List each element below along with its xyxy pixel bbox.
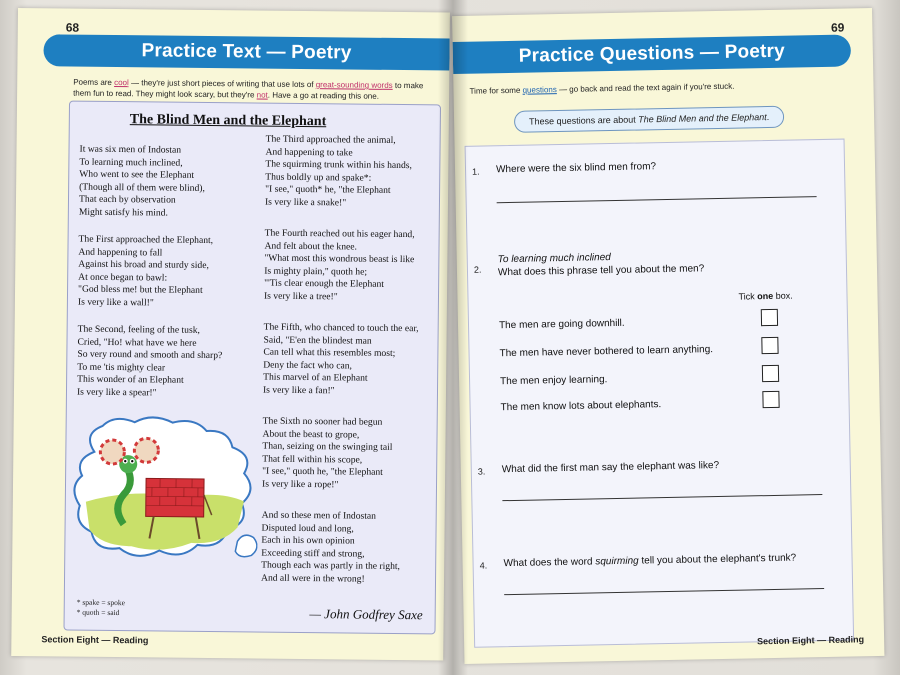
highlight-word: not [256, 90, 268, 100]
intro-part: — they're just short pieces of writing that use lots of [128, 78, 316, 90]
option-checkbox[interactable] [762, 391, 779, 408]
poem-line: That each by observation [78, 194, 176, 207]
poem-line: Is very like a snake!" [264, 196, 347, 209]
poem-line: This marvel of an Elephant [263, 371, 368, 385]
poem-line: The Second, feeling of the tusk, [77, 323, 200, 336]
highlight-word: great-sounding words [315, 80, 393, 90]
intro-part: . Have a go at reading this one. [267, 90, 380, 101]
highlight-word: questions [522, 85, 557, 95]
question-number: 1. [471, 166, 480, 177]
poem-line: And so these men of Indostan [261, 509, 377, 522]
stanza [261, 510, 401, 587]
poem-line: The Third approached the animal, [265, 133, 396, 146]
intro-text [469, 78, 849, 96]
poem-line: Is very like a spear!" [76, 386, 157, 399]
question-text: What did the first man say the elephant was like? [501, 460, 720, 476]
stanza [77, 324, 223, 401]
poem-line: And happening to take [265, 146, 353, 159]
intro-part: Time for some [469, 85, 523, 96]
poem-line: (Though all of them were blind), [79, 181, 205, 194]
option-label: The men are going downhill. [498, 317, 625, 332]
poem-line: "I see," quoth he, "the Elephant [262, 465, 383, 479]
poem-line: To me 'tis mighty clear [77, 361, 166, 374]
poem-line: Said, "E'en the blindest man [263, 334, 372, 347]
poem-line: Than, seizing on the swinging tail [262, 440, 393, 454]
poem-line: Cried, "Ho! what have we here [77, 336, 197, 349]
question-quote: To learning much inclined [497, 252, 611, 266]
poem-line: "God bless me! but the Elephant [77, 284, 203, 297]
poem-line: It was six men of Indostan [79, 143, 182, 156]
poem-line: "I see," quoth* he, "the Elephant [265, 183, 391, 197]
poem-line: Is mighty plain," quoth he; [264, 265, 368, 278]
poem-line: The squirming trunk within his hands, [265, 158, 412, 172]
answer-line[interactable] [497, 196, 817, 203]
tick-instruction-part: box. [773, 290, 793, 301]
option-checkbox[interactable] [761, 337, 778, 354]
section-footer: Section Eight — Reading [757, 634, 865, 647]
poem-line: About the beast to grope, [262, 428, 360, 441]
poem-line: The Sixth no sooner had begun [262, 415, 383, 428]
question-text: Where were the six blind men from? [495, 161, 657, 176]
questions-about-label [514, 106, 785, 133]
intro-part: Poems are [73, 77, 115, 88]
poem-line: "What most this wondrous beast is like [264, 252, 415, 266]
poem-line: Against his broad and sturdy side, [78, 258, 209, 272]
poem-box [63, 101, 441, 635]
poem-line: Is very like a wall!" [77, 296, 154, 309]
poem-line: And felt about the knee. [264, 240, 358, 253]
question-text [503, 553, 796, 570]
poem-line: And all were in the wrong! [260, 572, 365, 585]
option-label: The men enjoy learning. [500, 374, 608, 388]
poem-line: Though each was partly in the right, [261, 559, 401, 573]
poem-line: To learning much inclined, [79, 156, 183, 169]
poem-line: Is very like a rope!" [261, 478, 339, 491]
intro-part: — go back and read the text again if you're stuck. [556, 81, 735, 95]
right-page [452, 8, 884, 664]
intro-text [73, 77, 441, 103]
option-checkbox[interactable] [762, 365, 779, 382]
option-checkbox[interactable] [761, 309, 778, 326]
poem-line: This wonder of an Elephant [77, 374, 184, 387]
poem-line: Deny the fact who can, [263, 359, 353, 372]
stanza [262, 416, 393, 493]
intro-part: to make them fun to read. They might look scary, but they're [73, 80, 424, 100]
poem-line: The First approached the Elephant, [78, 233, 214, 247]
snake-and-wall-illustration [71, 414, 259, 566]
question-number: 4. [479, 560, 488, 571]
poem-line: The Fifth, who chanced to touch the ear, [263, 321, 419, 335]
question-number: 2. [473, 264, 482, 275]
page-title-banner [453, 34, 852, 74]
question-text-part: tell you about the elephant's trunk? [638, 552, 797, 567]
page-title: Practice Text — Poetry [141, 40, 352, 64]
question-text-part: What does the word [503, 556, 596, 570]
poem-line: At once began to bawl: [78, 271, 168, 284]
question-keyword: squirming [595, 555, 639, 568]
footnote: * quoth = said [76, 607, 120, 618]
footnote: * spake = spoke [76, 597, 126, 608]
poem-line: Can tell what this resembles most; [263, 346, 396, 360]
answer-line[interactable] [502, 494, 822, 501]
poem-line: Is very like a tree!" [263, 290, 338, 303]
question-text: What does this phrase tell you about the men? [497, 263, 705, 279]
tick-instruction-part: Tick [738, 291, 758, 302]
section-footer: Section Eight — Reading [41, 634, 149, 646]
poem-title: The Blind Men and the Elephant [129, 112, 327, 130]
highlight-word: cool [114, 78, 129, 88]
poem-line: Exceeding stiff and strong, [261, 547, 365, 560]
stanza [79, 144, 206, 221]
poem-line: The Fourth reached out his eager hand, [264, 227, 415, 241]
option-label: The men have never bothered to learn anything. [499, 344, 714, 360]
poem-line: Thus boldly up and spake*: [265, 171, 372, 184]
questions-box [465, 139, 855, 648]
page-number: 68 [65, 20, 80, 35]
question-number: 3. [477, 466, 486, 477]
poem-author: — John Godfrey Saxe [309, 606, 423, 623]
poem-line: Might satisfy his mind. [78, 206, 168, 219]
poem-line: Is very like a fan!" [262, 384, 335, 397]
left-page [11, 8, 450, 660]
poem-line: And happening to fall [78, 246, 163, 259]
page-number: 69 [830, 20, 845, 35]
stanza [263, 322, 419, 399]
about-suffix: . [766, 111, 770, 123]
page-title: Practice Questions — Poetry [518, 40, 786, 67]
stanza [265, 134, 412, 211]
poem-line: So very round and smooth and sharp? [77, 348, 223, 362]
tick-instruction [738, 291, 792, 302]
poem-line: That fell within his scope, [262, 453, 363, 466]
page-title-banner [43, 34, 449, 70]
about-prefix: These questions are about [529, 114, 639, 127]
poem-line: "'Tis clear enough the Elephant [264, 277, 385, 291]
stanza [78, 234, 213, 311]
poem-line: Who went to see the Elephant [79, 168, 195, 182]
stanza [264, 228, 415, 305]
footnotes [77, 598, 125, 619]
option-label: The men know lots about elephants. [500, 399, 662, 414]
poem-line: Disputed loud and long, [261, 522, 354, 535]
poem-line: Each in his own opinion [261, 534, 355, 547]
tick-instruction-emphasis: one [757, 290, 774, 302]
answer-line[interactable] [504, 588, 824, 595]
about-title: The Blind Men and the Elephant [638, 112, 767, 125]
